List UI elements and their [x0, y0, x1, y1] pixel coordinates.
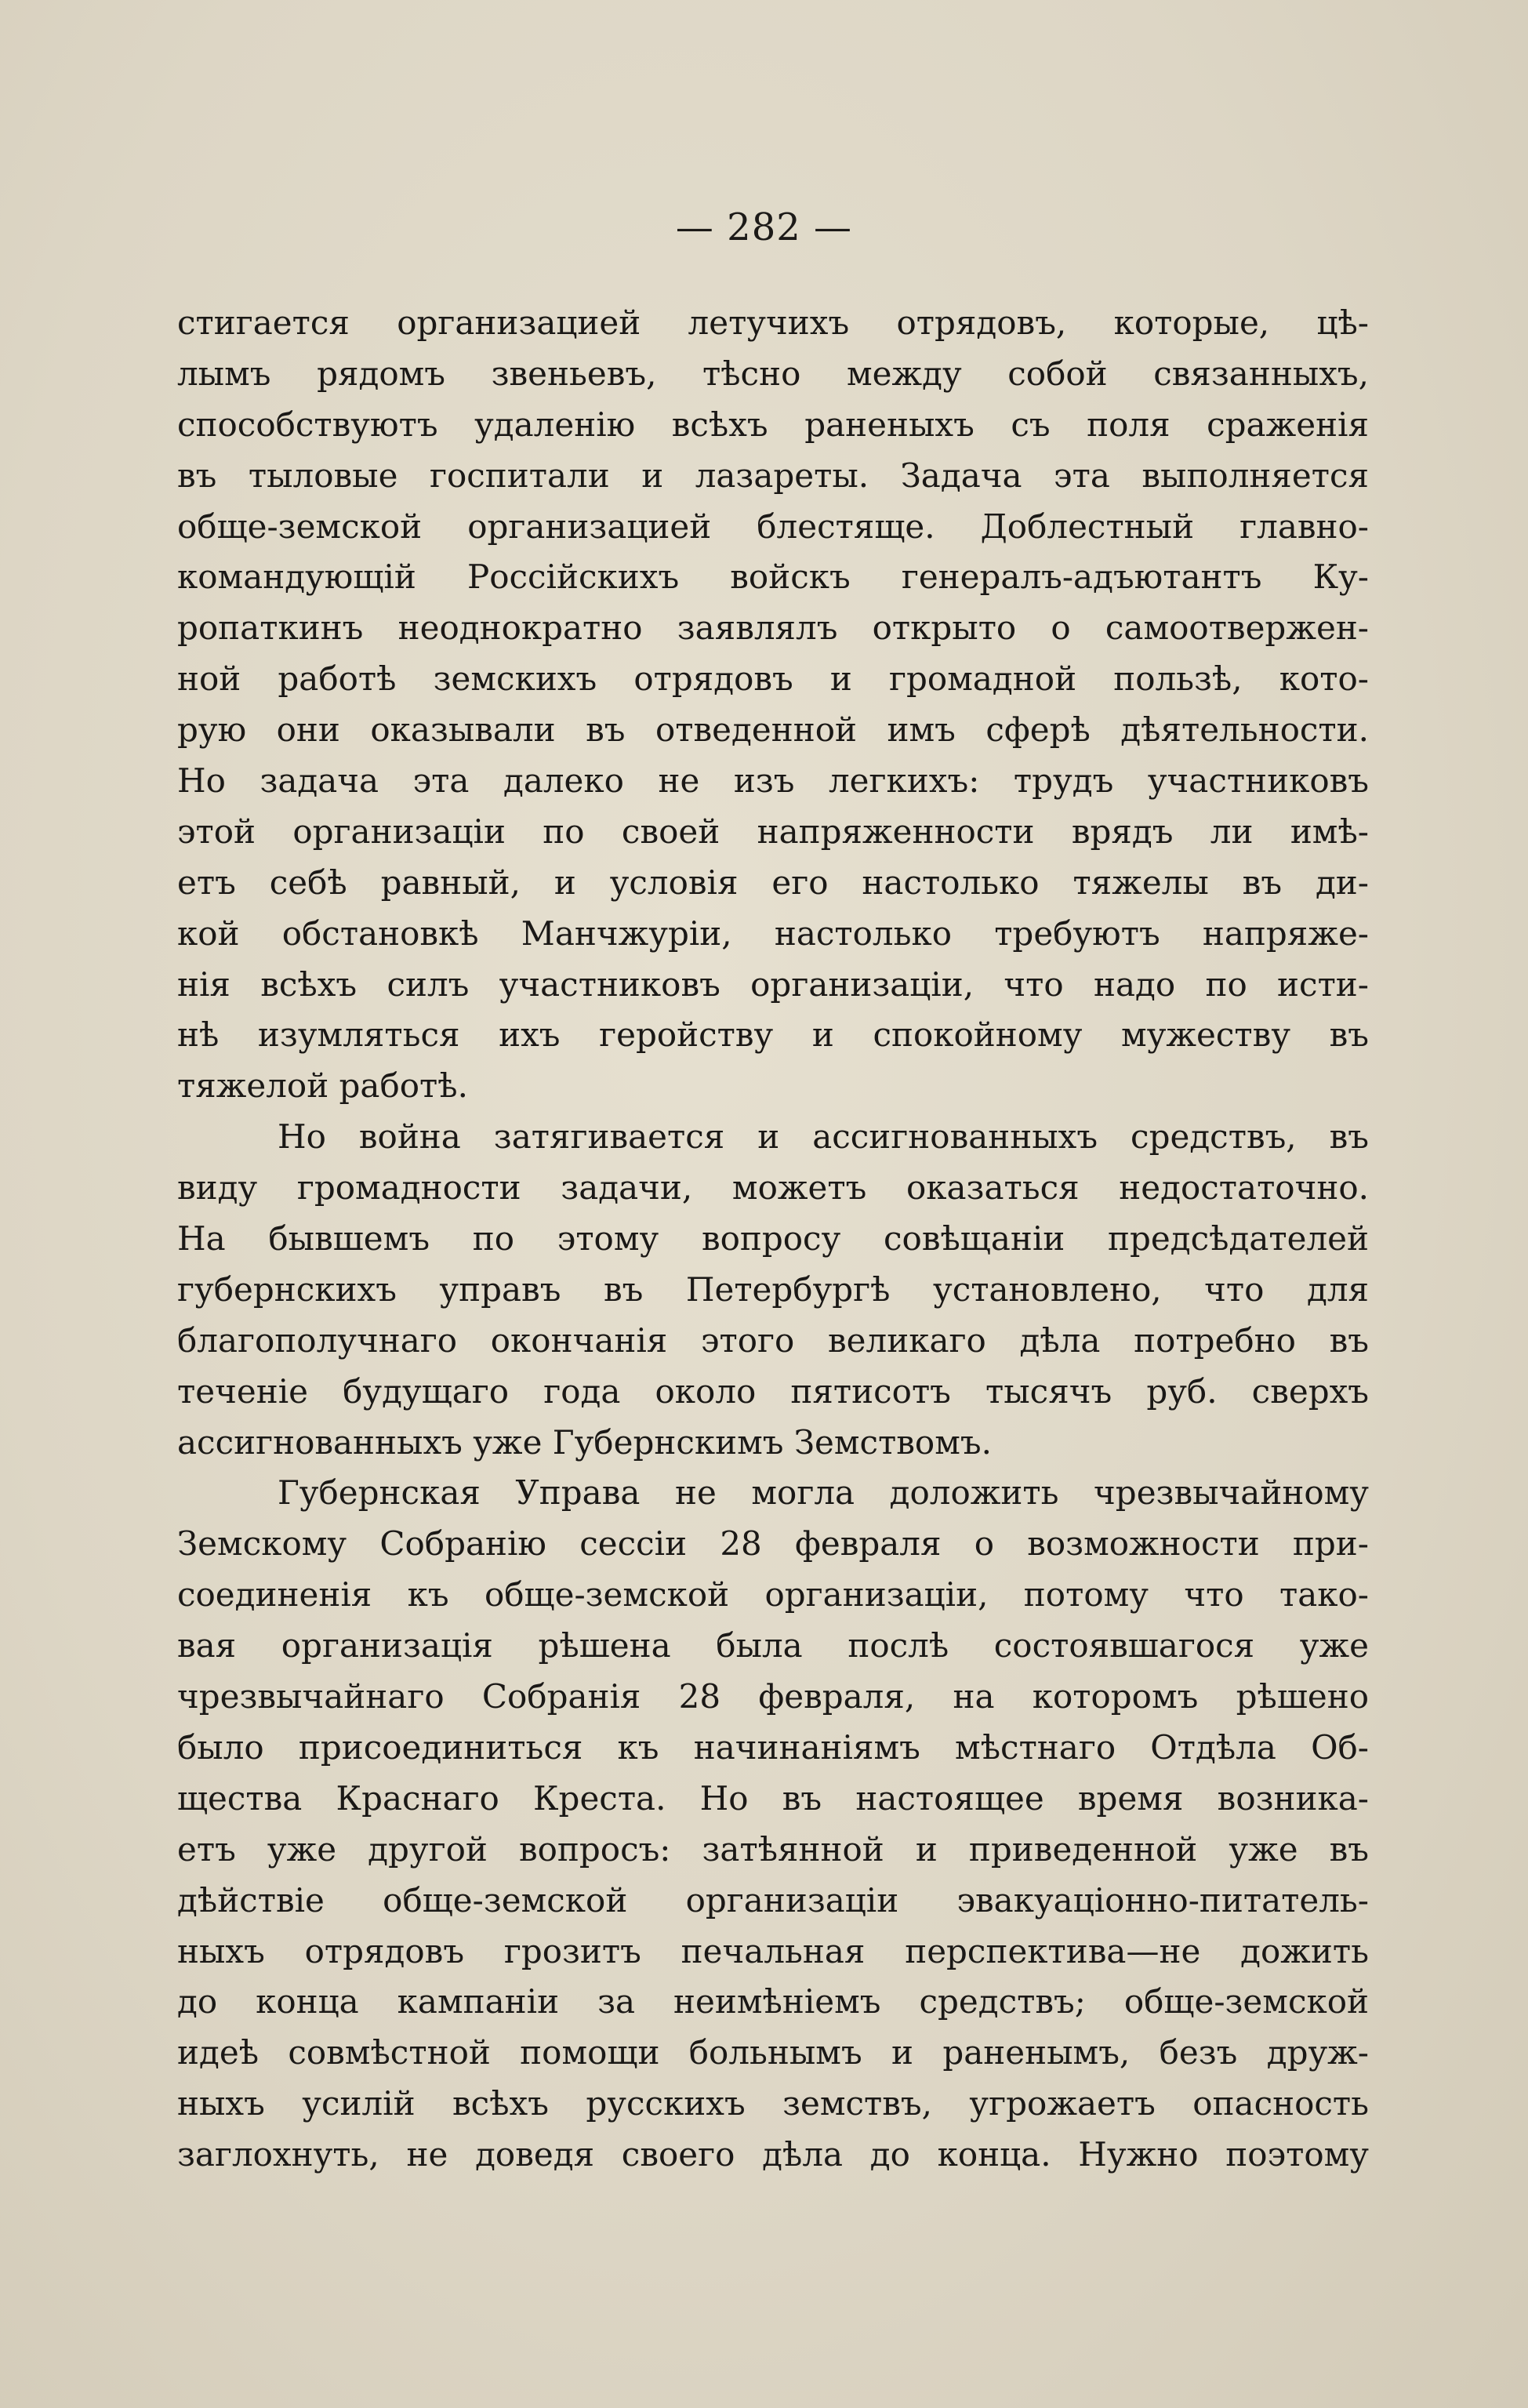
text-line: этой организаціи по своей напряженности врядъ ли имѣ- [177, 812, 1369, 851]
text-line: щества Краснаго Креста. Но въ настоящее время возника- [177, 1778, 1369, 1818]
text-line: кой обстановкѣ Манчжуріи, настолько требуютъ напряже- [177, 913, 1369, 953]
paragraph [177, 298, 1369, 1112]
text-line: чрезвычайнаго Собранія 28 февраля, на которомъ рѣшено [177, 1677, 1369, 1716]
text-line: до конца кампаніи за неимѣніемъ средствъ; обще-земской [177, 1982, 1369, 2021]
text-line: нѣ изумляться ихъ геройству и спокойному мужеству въ [177, 1015, 1369, 1055]
text-line: виду громадности задачи, можетъ оказаться недостаточно. [177, 1168, 1369, 1208]
text-line: ныхъ отрядовъ грозитъ печальная перспектива—не дожить [177, 1931, 1369, 1970]
text-line: соединенія къ обще-земской организаціи, потому что тако- [177, 1575, 1369, 1614]
paragraph [177, 1468, 1369, 2180]
text-line: теченіе будущаго года около пятисотъ тысячъ руб. сверхъ [177, 1371, 1369, 1411]
body-text [177, 298, 1369, 2181]
text-line: въ тыловые госпитали и лазареты. Задача эта выполняется [177, 456, 1369, 495]
text-line: командующій Россійскихъ войскъ генералъ-адъютантъ Ку- [177, 558, 1369, 597]
text-line: ной работѣ земскихъ отрядовъ и громадной пользѣ, кото- [177, 659, 1369, 699]
page-number: — 282 — [675, 205, 853, 249]
text-line: Но война затягивается и ассигнованныхъ средствъ, въ [278, 1117, 1369, 1157]
text-line: Но задача эта далеко не изъ легкихъ: трудъ участниковъ [177, 761, 1369, 801]
text-line: етъ уже другой вопросъ: затѣянной и приведенной уже въ [177, 1829, 1369, 1869]
paragraph [177, 1112, 1369, 1468]
text-line: На бывшемъ по этому вопросу совѣщаніи предсѣдателей [177, 1219, 1369, 1258]
text-line: ропаткинъ неоднократно заявлялъ открыто о самоотвержен- [177, 608, 1369, 648]
text-line: Губернская Управа не могла доложить чрезвычайному [278, 1473, 1369, 1513]
text-line: благополучнаго окончанія этого великаго дѣла потребно въ [177, 1320, 1369, 1360]
text-line: дѣйствіе обще-земской организаціи эвакуаціонно-питатель- [177, 1880, 1369, 1919]
text-line: Земскому Собранію сессіи 28 февраля о возможности при- [177, 1524, 1369, 1564]
text-line: лымъ рядомъ звеньевъ, тѣсно между собой связанныхъ, [177, 354, 1369, 393]
text-line: способствуютъ удаленію всѣхъ раненыхъ съ поля сраженія [177, 405, 1369, 444]
text-line: заглохнуть, не доведя своего дѣла до конца. Нужно поэтому [177, 2135, 1369, 2174]
text-line: ныхъ усилій всѣхъ русскихъ земствъ, угрожаетъ опасность [177, 2084, 1369, 2123]
text-line: стигается организацией летучихъ отрядовъ, которые, цѣ- [177, 303, 1369, 342]
text-line: было присоединиться къ начинаніямъ мѣстнаго Отдѣла Об- [177, 1727, 1369, 1767]
text-line: рую они оказывали въ отведенной имъ сферѣ дѣятельности. [177, 710, 1369, 750]
text-line: вая организація рѣшена была послѣ состоявшагося уже [177, 1626, 1369, 1665]
text-line: нія всѣхъ силъ участниковъ организаціи, что надо по исти- [177, 964, 1369, 1004]
text-line: идеѣ совмѣстной помощи больнымъ и раненымъ, безъ друж- [177, 2033, 1369, 2072]
text-line: тяжелой работѣ. [177, 1066, 468, 1106]
text-line: обще-земской организацией блестяще. Доблестный главно- [177, 507, 1369, 546]
text-line: ассигнованныхъ уже Губернскимъ Земствомъ. [177, 1422, 992, 1462]
text-line: губернскихъ управъ въ Петербургѣ установлено, что для [177, 1269, 1369, 1309]
text-line: етъ себѣ равный, и условія его настолько тяжелы въ ди- [177, 863, 1369, 902]
